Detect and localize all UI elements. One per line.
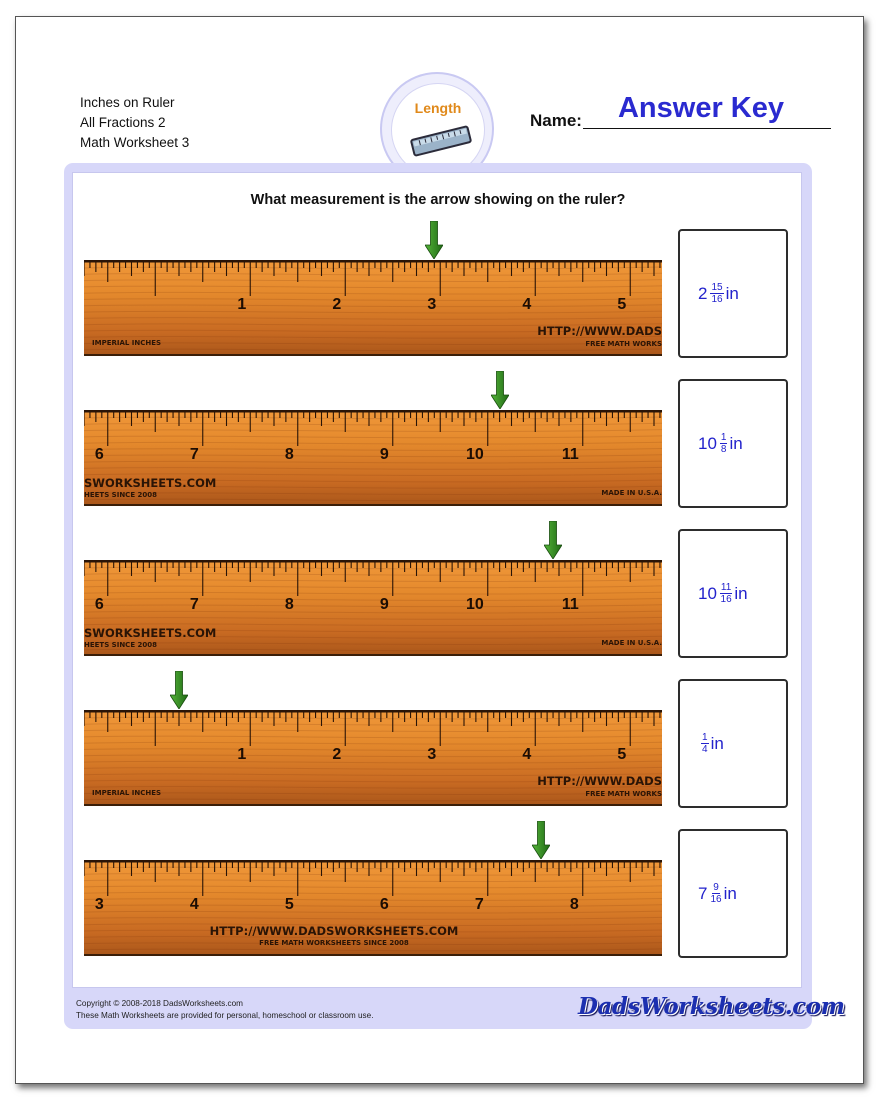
- ruler: [84, 560, 662, 656]
- ruler-number: 1: [237, 296, 247, 313]
- ruler-graphic: [84, 260, 662, 356]
- fraction-denominator: 16: [710, 894, 722, 905]
- answer-unit: in: [710, 733, 724, 753]
- title-line-2: All Fractions 2: [80, 115, 166, 130]
- answer-box: [678, 679, 788, 808]
- ruler-number: 4: [522, 296, 532, 313]
- ruler-print-left: IMPERIAL INCHES: [92, 789, 162, 797]
- ruler-number: 2: [332, 746, 342, 763]
- title-line-1: Inches on Ruler: [80, 95, 175, 110]
- ruler: [84, 710, 662, 806]
- answer-fraction: [710, 282, 723, 305]
- ruler-print-left: SWORKSHEETS.COM: [84, 626, 217, 640]
- ruler-number: 7: [189, 596, 199, 613]
- ruler-print-center: HTTP://WWW.DADSWORKSHEETS.COM: [209, 924, 459, 938]
- title-line-3: Math Worksheet 3: [80, 135, 190, 150]
- ruler: [84, 260, 662, 356]
- fraction-numerator: 1: [702, 732, 708, 743]
- ruler-print-right: HTTP://WWW.DADS: [537, 324, 662, 338]
- answer-value: [698, 681, 724, 806]
- ruler-number: 2: [332, 296, 342, 313]
- ruler-graphic: [84, 560, 662, 656]
- fraction-denominator: 8: [720, 444, 727, 455]
- ruler-number: 3: [427, 746, 437, 763]
- ruler-number: 5: [617, 746, 627, 763]
- fraction-denominator: 4: [702, 744, 708, 755]
- answer-value: [698, 531, 748, 656]
- answer-fraction: [710, 882, 721, 905]
- ruler-number: 7: [189, 446, 199, 463]
- ruler-number: 9: [379, 596, 389, 613]
- answer-box: [678, 379, 788, 508]
- ruler-number: 8: [284, 446, 294, 463]
- ruler-number: 8: [569, 896, 579, 913]
- answer-box: [678, 229, 788, 358]
- fraction-numerator: 15: [711, 282, 723, 293]
- ruler-number: 8: [284, 596, 294, 613]
- worksheet-title: [80, 93, 189, 153]
- ruler-icon: [410, 124, 472, 158]
- ruler-number: 5: [617, 296, 627, 313]
- ruler-number: 11: [561, 446, 579, 463]
- badge-top-text: Length: [414, 100, 462, 116]
- down-arrow-icon: [532, 821, 550, 859]
- ruler-number: 3: [427, 296, 437, 313]
- answer-fraction: [720, 432, 728, 455]
- answer-fraction: [701, 732, 709, 755]
- answer-whole: 2: [698, 283, 708, 303]
- fraction-numerator: 11: [720, 582, 732, 593]
- usage-notice: These Math Worksheets are provided for personal, homeschool or classroom use.: [76, 1011, 374, 1020]
- copyright-block: [76, 998, 373, 1022]
- answer-fraction: [720, 582, 732, 605]
- answer-value: [698, 381, 743, 506]
- fraction-numerator: 9: [713, 882, 719, 893]
- ruler-print-left-small: HEETS SINCE 2008: [84, 491, 158, 499]
- ruler-number: 6: [379, 896, 389, 913]
- ruler-print-right-small: MADE IN U.S.A.: [601, 639, 662, 647]
- ruler-print-left: SWORKSHEETS.COM: [84, 476, 217, 490]
- ruler-number: 10: [465, 446, 484, 463]
- ruler-number: 4: [522, 746, 532, 763]
- ruler-print-left-small: HEETS SINCE 2008: [84, 641, 158, 649]
- down-arrow-icon: [491, 371, 509, 409]
- ruler-number: 3: [94, 896, 104, 913]
- down-arrow-icon: [170, 671, 188, 709]
- ruler-number: 6: [94, 596, 104, 613]
- fraction-denominator: 16: [711, 294, 723, 305]
- question-text: What measurement is the arrow showing on the ruler?: [250, 192, 626, 208]
- answer-unit: in: [734, 583, 748, 603]
- answer-whole: 7: [698, 883, 708, 903]
- ruler-number: 7: [474, 896, 484, 913]
- ruler-number: 5: [284, 896, 294, 913]
- copyright-text: Copyright © 2008-2018 DadsWorksheets.com: [76, 999, 243, 1008]
- ruler-print-right-small: MADE IN U.S.A.: [601, 489, 662, 497]
- ruler-print-left: IMPERIAL INCHES: [92, 339, 162, 347]
- answer-box: [678, 529, 788, 658]
- ruler-number: 6: [94, 446, 104, 463]
- ruler: [84, 860, 662, 956]
- ruler: [84, 410, 662, 506]
- answer-box: [678, 829, 788, 958]
- ruler-print-center-small: FREE MATH WORKSHEETS SINCE 2008: [259, 939, 409, 947]
- answer-unit: in: [725, 283, 739, 303]
- ruler-number: 4: [189, 896, 199, 913]
- ruler-number: 1: [237, 746, 247, 763]
- name-label: Name:: [530, 111, 582, 130]
- ruler-number: 11: [561, 596, 579, 613]
- ruler-print-right-small: FREE MATH WORKS: [585, 340, 662, 348]
- ruler-graphic: [84, 860, 662, 956]
- answer-unit: in: [723, 883, 737, 903]
- down-arrow-icon: [425, 221, 443, 259]
- answer-whole: 10: [698, 583, 717, 603]
- ruler-graphic: [84, 710, 662, 806]
- down-arrow-icon: [544, 521, 562, 559]
- fraction-denominator: 16: [720, 594, 732, 605]
- ruler-number: 10: [465, 596, 484, 613]
- ruler-print-right: HTTP://WWW.DADS: [537, 774, 662, 788]
- answer-whole: 10: [698, 433, 717, 453]
- ruler-graphic: [84, 410, 662, 506]
- answer-key-title: Answer Key: [617, 92, 784, 124]
- name-line: [583, 128, 831, 129]
- dadsworksheets-logo: DadsWorksheets.com: [578, 993, 845, 1020]
- ruler-print-right-small: FREE MATH WORKS: [585, 790, 662, 798]
- fraction-numerator: 1: [720, 432, 727, 443]
- answer-value: [698, 231, 739, 356]
- ruler-number: 9: [379, 446, 389, 463]
- answer-value: [698, 831, 737, 956]
- answer-unit: in: [729, 433, 743, 453]
